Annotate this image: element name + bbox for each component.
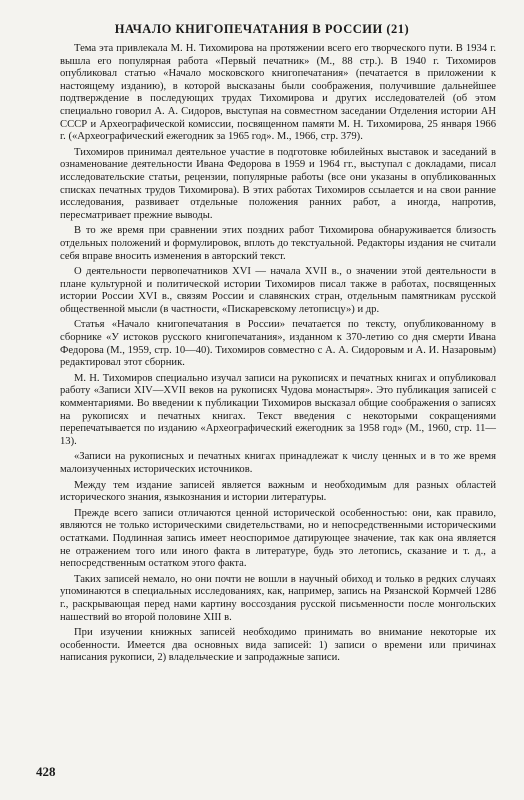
paragraph-5: Статья «Начало книгопечатания в России» печатается по тексту, опубликованному в сборнике «У истоков русского книгопечатания», изданном к 370-летию со дня смерти Ивана Федорова (М., 1959, стр. 10—40). Тихомиров совместно с А. А. Сидоровым и А. И. Назаровым) редактировал этот сборник.: [60, 319, 496, 369]
page-title: НАЧАЛО КНИГОПЕЧАТАНИЯ В РОССИИ (21): [114, 22, 410, 36]
paragraph-9: Прежде всего записи отличаются ценной исторической особенностью: они, как правило, являются не только историческими свидетельствами, но и непосредственными историческими остатками. Подлинная запись имеет неоспоримое датирующее значение, так как она является не отражением того или иного факта в литературе, будь это летопись, сказание и т. д., а непосредственным остатком этого факта.: [60, 507, 496, 570]
paragraph-3: В то же время при сравнении этих поздних работ Тихомирова обнаруживается близость отдельных положений и формулировок, вплоть до текстуальной. Редакторы издания не считали себя вправе вносить изменения в авторский текст.: [60, 225, 496, 262]
paragraph-6: М. Н. Тихомиров специально изучал записи на рукописях и печатных книгах и опубликовал работу «Записи XIV—XVII веков на рукописях Чудова монастыря». Это публикация записей с комментариями. Во введении к публикации Тихомиров высказал общие соображения о записях на рукописях и печатных книгах. Текст введения с некоторыми сокращениями перепечатывается по изданию «Археографический ежегодник за 1958 год» (М., 1960, стр. 11—13).: [60, 372, 496, 447]
paragraph-2: Тихомиров принимал деятельное участие в подготовке юбилейных выставок и заседаний в ознаменование деятельности Ивана Федорова в 1959 и 1964 гг., выступал с докладами, писал исследовательские статьи, рецензии, популярные работы (все они указаны в опубликованных списках печатных трудов Тихомирова). В этих работах Тихомиров ссылается и на свои ранние исследования, развивает отдельные положения ранних работ, а иногда, напротив, пересматривает прежние выводы.: [60, 146, 496, 221]
paragraph-8: Между тем издание записей является важным и необходимым для разных областей исторического знания, языкознания и истории литературы.: [60, 479, 496, 504]
paragraph-10: Таких записей немало, но они почти не вошли в научный обиход и только в редких случаях упоминаются в специальных исследованиях, как, например, запись на Рязанской Кормчей 1286 г., раскрывающая перед нами картину воссоздания русской письменности после монгольских нашествий во второй половине XIII в.: [60, 573, 496, 623]
paragraph-7: «Записи на рукописных и печатных книгах принадлежат к числу ценных и в то же время малоизученных исторических источников.: [60, 451, 496, 475]
page-number: 428: [36, 764, 56, 779]
paragraph-4: О деятельности первопечатников XVI — начала XVII в., о значении этой деятельности в плане культурной и политической истории Тихомиров писал также в работах, посвященных истории России XVI в., связям России и славянских стран, отдельным памятникам русской общественной мысли (в частности, «Пискаревскому летописцу») и др.: [60, 266, 496, 315]
body-text: [60, 43, 496, 668]
paragraph-1: Тема эта привлекала М. Н. Тихомирова на протяжении всего его творческого пути. В 1934 г. вышла его популярная работа «Первый печатник» (М., 88 стр.). В 1940 г. Тихомиров опубликовал статью «Начало московского книгопечатания» (печатается в приложении к настоящему изданию), в которой высказаны были соображения, получившие дальнейшее подтверждение в последующих трудах Тихомирова и других исследователей (об этом специально говорил А. А. Сидоров, выступая на совместном заседании Отделения истории АН СССР и Археографической комиссии, посвященном памяти М. Н. Тихомирова, 25 января 1966 г. («Археографический ежегодник за 1965 год». М., 1966, стр. 379).: [60, 43, 496, 143]
paragraph-11: При изучении книжных записей необходимо принимать во внимание некоторые их особенности. Имеется два основных вида записей: 1) записи о времени или причинах написания рукописи, 2) владельческие и запродажные записи.: [60, 627, 496, 664]
